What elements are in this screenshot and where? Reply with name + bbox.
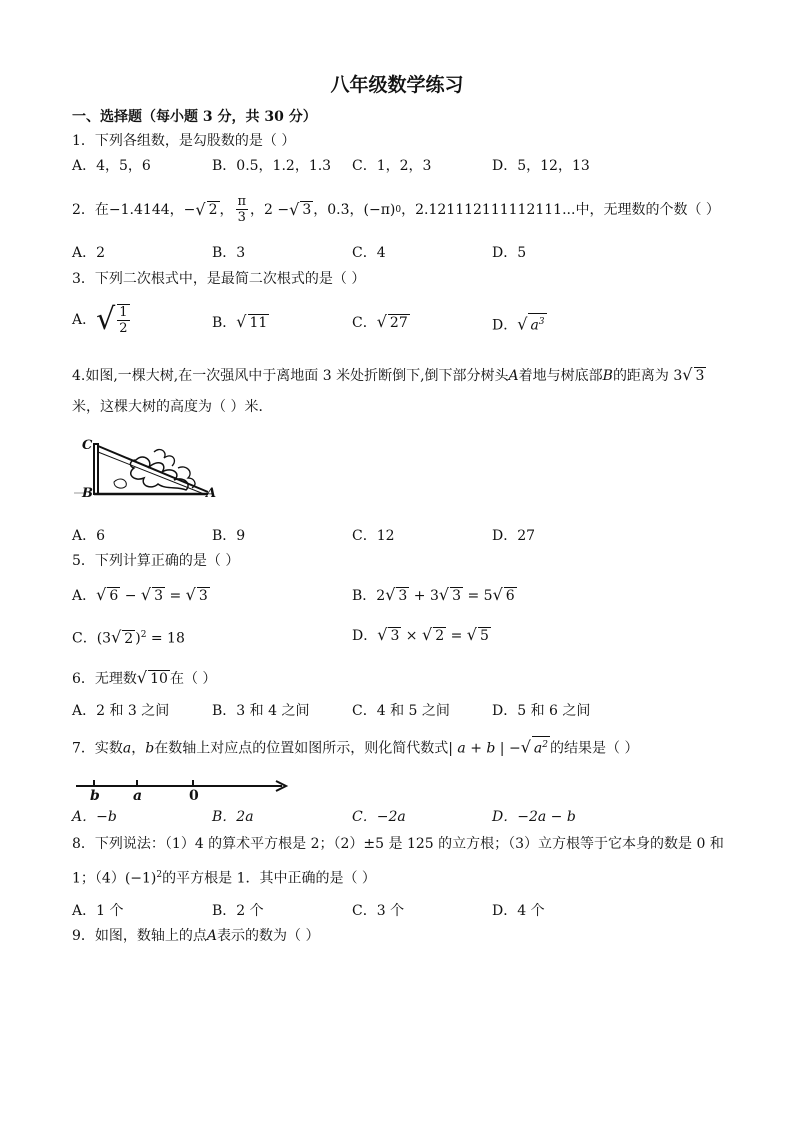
q3-fraction-den: 2: [119, 321, 128, 336]
question-1-option-a: A．4，5，6: [72, 158, 151, 174]
operator: =: [165, 588, 186, 604]
figure-label-c: C: [82, 438, 93, 453]
q7-text: 7．实数: [72, 740, 123, 757]
q7-var-b: b: [145, 740, 155, 757]
q8-base: (−1): [124, 870, 157, 887]
q3-radicand-b: 11: [249, 315, 268, 331]
question-1-option-d: D．5，12，13: [492, 158, 590, 174]
operator: −: [120, 588, 141, 604]
radical-icon: √: [520, 737, 531, 757]
question-8-option-a: A．1 个: [72, 903, 124, 919]
tree-figure: [74, 438, 224, 502]
question-7-stem: [72, 736, 638, 758]
question-5-option-a: [72, 586, 210, 605]
question-6-option-d: D．5 和 6 之间: [492, 703, 591, 719]
q2-number-6: ，2.121112111112111...中，无理数的个数（ ）: [401, 201, 720, 218]
number-line-label-zero: 0: [189, 788, 199, 804]
q9-var-a: A: [206, 928, 218, 944]
question-5-option-c: [72, 626, 185, 648]
q4-var-b: B: [602, 368, 613, 384]
paren-open: (3: [96, 630, 112, 647]
question-9-stem: [72, 927, 320, 945]
q9-text: 9．如图，数轴上的点: [72, 928, 207, 944]
question-6-option-b: B．3 和 4 之间: [212, 703, 310, 719]
question-7-option-b: B．2a: [212, 809, 254, 825]
q4-radicand: 3: [695, 368, 705, 384]
q2-number-3: 2 −: [264, 201, 290, 218]
figure-label-a: A: [206, 486, 217, 501]
q7-expression: | a + b | −: [448, 740, 521, 757]
number-line-label-b: b: [90, 788, 100, 804]
q9-text: 表示的数为（ ）: [217, 928, 320, 944]
option-label: B．: [352, 588, 377, 604]
q4-text: 的距离为 3: [612, 368, 683, 384]
question-3-option-a: [72, 304, 132, 336]
radical-icon: √: [682, 365, 693, 384]
question-5-option-b: [352, 586, 517, 605]
option-label: C．: [352, 315, 377, 331]
question-1-stem: 1．下列各组数，是勾股数的是（ ）: [72, 133, 296, 149]
question-1-option-b: B．0.5，1.2，1.3: [212, 158, 332, 174]
radical-icon: √: [195, 199, 206, 219]
question-1-option-c: C．1，2，3: [352, 158, 432, 174]
radical-icon: √: [96, 302, 116, 337]
question-6-option-c: C．4 和 5 之间: [352, 703, 450, 719]
paren-close: ): [135, 630, 141, 647]
radicand: 3: [154, 588, 164, 604]
radical-icon: √: [140, 585, 152, 604]
radicand: 3: [198, 588, 208, 604]
option-label: C．: [72, 630, 97, 647]
radicand: 2: [435, 628, 445, 644]
q7-radicand: [532, 736, 550, 757]
question-7-option-a: A．−b: [72, 809, 117, 825]
q2-fraction-den: 3: [237, 210, 246, 225]
question-4-line-1: [72, 366, 706, 385]
q7-radicand-base: a: [533, 740, 543, 757]
radical-icon: √: [96, 585, 107, 604]
radical-icon: √: [289, 199, 300, 219]
q3-radicand-d: [528, 313, 546, 334]
q4-text: 4.如图,一棵大树,在一次强风中于离地面 3 米处折断倒下,倒下部分树头: [72, 368, 509, 384]
question-7-option-d: D．−2a − b: [492, 809, 576, 825]
question-6-stem: [72, 669, 216, 688]
q7-radicand-exp: 2: [542, 740, 549, 750]
question-3-stem: 3．下列二次根式中，是最简二次根式的是（ ）: [72, 271, 366, 287]
q2-number-5: (−π): [363, 201, 396, 218]
exponent: 2: [140, 630, 147, 640]
radical-icon: √: [136, 668, 148, 687]
q2-number-4: 0.3̇，: [327, 201, 364, 218]
radical-icon: √: [236, 312, 247, 331]
option-label: A．: [72, 588, 97, 604]
q7-text: 在数轴上对应点的位置如图所示，则化简代数式: [154, 740, 449, 757]
radical-icon: √: [377, 625, 388, 644]
q4-text: 着地与树底部: [518, 368, 603, 384]
option-label: D．: [352, 628, 378, 644]
question-4-option-b: B．9: [212, 528, 246, 544]
section-heading: 一、选择题（每小题 3 分，共 30 分）: [72, 109, 317, 125]
question-3-option-c: [352, 313, 410, 332]
q3-radicand-d-base: a: [530, 317, 539, 334]
q8-text: 的平方根是 1．其中正确的是（ ）: [162, 870, 376, 887]
operator: + 3: [409, 588, 439, 604]
question-4-option-d: D．27: [492, 528, 536, 544]
q6-text: 在（ ）: [169, 671, 217, 687]
q2-prefix: 2．在: [72, 201, 109, 218]
question-5-stem: 5．下列计算正确的是（ ）: [72, 553, 240, 569]
figure-label-b: B: [82, 486, 93, 501]
q2-exponent: 0: [395, 204, 402, 215]
radical-icon: √: [111, 627, 122, 647]
q8-exponent: 2: [156, 870, 163, 880]
radical-icon: √: [185, 585, 196, 604]
q3-fraction: [117, 304, 129, 336]
q6-text: 6．无理数: [72, 671, 137, 687]
option-label: D．: [492, 317, 518, 334]
q7-text: 的结果是（ ）: [550, 740, 639, 757]
radical-icon: √: [422, 625, 433, 644]
q2-sep: ，: [250, 201, 265, 218]
q6-radicand: 10: [150, 671, 168, 687]
radicand: 2: [124, 630, 134, 647]
q2-radicand-2: 3: [302, 202, 312, 218]
radicand: 5: [479, 628, 489, 644]
question-8-option-b: B．2 个: [212, 903, 264, 919]
q2-sep: ，: [313, 201, 328, 218]
q7-text: ，: [131, 740, 146, 757]
number-line: [76, 776, 290, 800]
q2-fraction: [236, 194, 249, 225]
radicand: 6: [109, 588, 119, 604]
page-title: 八年级数学练习: [330, 74, 464, 96]
q3-radicand-d-exp: 3: [538, 317, 545, 327]
question-8-line-2: [72, 866, 376, 888]
q4-var-a: A: [508, 368, 519, 384]
radical-icon: √: [438, 585, 450, 604]
option-label: B．: [212, 315, 237, 331]
coefficient: 2: [376, 588, 386, 604]
number-line-label-a: a: [133, 788, 143, 804]
question-2-option-c: C．4: [352, 245, 386, 261]
q3-fraction-num: 1: [119, 305, 128, 320]
operator: =: [446, 628, 467, 644]
operator: = 18: [146, 630, 185, 647]
q2-number-1: −1.4144，: [108, 201, 184, 218]
question-6-option-a: A．2 和 3 之间: [72, 703, 170, 719]
question-5-option-d: [352, 626, 491, 645]
operator: = 5: [463, 588, 493, 604]
question-2-option-b: B．3: [212, 245, 246, 261]
question-2-option-a: A．2: [72, 245, 106, 261]
radical-icon: √: [376, 312, 387, 331]
q2-sep: ，: [219, 201, 234, 218]
radicand: 3: [452, 588, 462, 604]
q2-radicand-1: 2: [208, 202, 218, 218]
question-2-option-d: D．5: [492, 245, 527, 261]
question-3-option-d: [492, 313, 547, 335]
question-4-option-a: A．6: [72, 528, 106, 544]
question-7-option-c: C．−2a: [352, 809, 406, 825]
operator: ×: [401, 628, 422, 644]
option-label: A．: [72, 312, 97, 328]
q3-radicand-c: 27: [389, 315, 408, 331]
radical-icon: √: [492, 585, 503, 604]
radicand: 3: [398, 588, 408, 604]
question-8-option-c: C．3 个: [352, 903, 405, 919]
question-3-option-b: [212, 313, 269, 332]
q2-fraction-num: π: [237, 194, 247, 209]
q8-text: 1；（4）: [72, 870, 125, 887]
radical-icon: √: [385, 585, 396, 604]
radical-icon: √: [517, 314, 528, 334]
radicand: 6: [505, 588, 515, 604]
question-4-line-2: 米，这棵大树的高度为（ ）米．: [72, 399, 273, 415]
question-4-option-c: C．12: [352, 528, 395, 544]
question-8-option-d: D．4 个: [492, 903, 545, 919]
q7-var-a: a: [122, 740, 132, 757]
q2-number-2-sign: −: [183, 201, 196, 218]
question-8-line-1: 8．下列说法：（1）4 的算术平方根是 2；（2）±5 是 125 的立方根；（3）立方根等于它本身的数是 0 和: [72, 836, 724, 852]
question-2-stem: [72, 194, 720, 225]
radicand: 3: [390, 628, 400, 644]
radical-icon: √: [466, 625, 477, 644]
